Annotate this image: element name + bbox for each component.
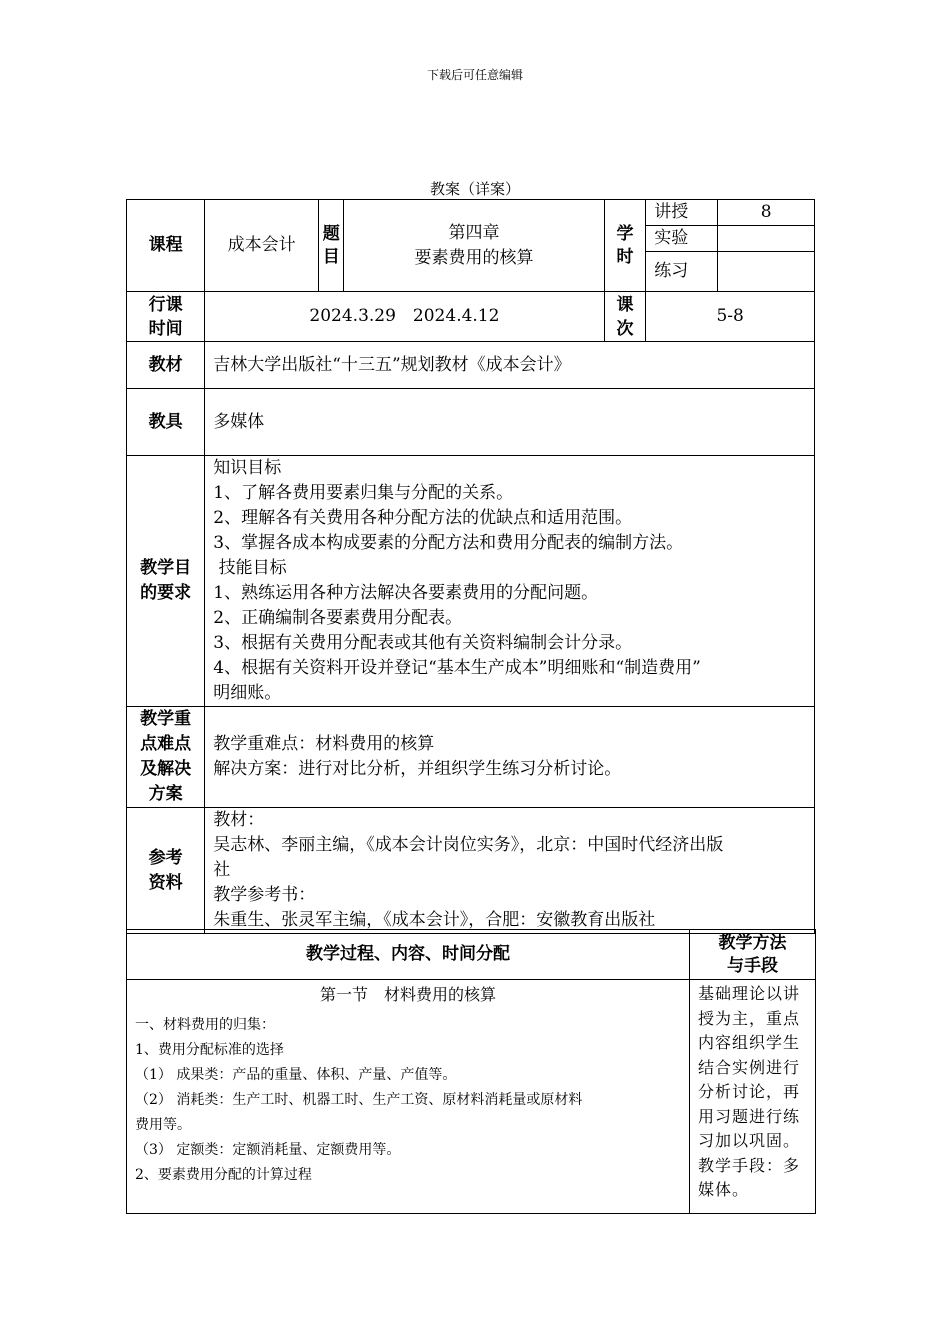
lecture-label: 讲授 bbox=[646, 200, 718, 226]
content-line: 1、费用分配标准的选择 bbox=[135, 1042, 284, 1058]
content-line: （3） 定额类：定额消耗量、定额费用等。 bbox=[135, 1142, 401, 1158]
course-label: 课程 bbox=[127, 200, 205, 292]
goal-line: 1、了解各费用要素归集与分配的关系。 bbox=[213, 483, 514, 503]
methods-content bbox=[690, 980, 816, 1214]
references-label: 参考 资料 bbox=[127, 808, 205, 934]
method-line: 分析讨论，再 bbox=[698, 1082, 801, 1101]
keypoints-content bbox=[205, 707, 815, 808]
keypoints-label: 教学重 点难点 及解决 方案 bbox=[127, 707, 205, 808]
goal-line: 3、掌握各成本构成要素的分配方法和费用分配表的编制方法。 bbox=[213, 533, 684, 553]
content-line: 费用等。 bbox=[135, 1117, 191, 1133]
method-line: 授为主，重点 bbox=[698, 1008, 801, 1028]
lesson-plan-table bbox=[126, 199, 815, 934]
keypoint-line: 教学重难点：材料费用的核算 bbox=[213, 734, 435, 754]
textbook-value: 吉林大学出版社“十三五”规划教材《成本会计》 bbox=[205, 342, 815, 389]
reference-line: 朱重生、张灵军主编，《成本会计》，合肥：安徽教育出版社 bbox=[213, 910, 656, 930]
goal-line: 3、根据有关费用分配表或其他有关资料编制会计分录。 bbox=[213, 633, 633, 653]
method-line: 习加以巩固。 bbox=[698, 1131, 801, 1150]
topic-label: 题 目 bbox=[319, 200, 344, 292]
process-table bbox=[126, 929, 816, 1214]
content-line: 一、材料费用的归集： bbox=[135, 1017, 275, 1033]
topic-line-1: 第四章 bbox=[448, 222, 500, 243]
header-note: 下载后可任意编辑 bbox=[426, 68, 523, 82]
method-line: 媒体。 bbox=[698, 1180, 750, 1199]
tools-label: 教具 bbox=[127, 389, 205, 456]
content-line: （1） 成果类：产品的重量、体积、产量、产值等。 bbox=[135, 1067, 457, 1083]
session-numbers: 5-8 bbox=[646, 292, 815, 342]
references-content bbox=[205, 808, 815, 934]
practice-hours bbox=[718, 252, 815, 292]
practice-label: 练习 bbox=[646, 252, 718, 292]
method-line: 教学手段：多 bbox=[698, 1155, 801, 1175]
keypoint-line: 解决方案：进行对比分析，并组织学生练习分析讨论。 bbox=[213, 759, 622, 779]
goal-line: 知识目标 bbox=[213, 458, 282, 478]
sessions-label: 课 次 bbox=[604, 292, 646, 342]
goals-content bbox=[205, 456, 815, 707]
goal-line: 1、熟练运用各种方法解决各要素费用的分配问题。 bbox=[213, 583, 599, 603]
reference-line: 教材： bbox=[213, 810, 265, 830]
experiment-label: 实验 bbox=[646, 226, 718, 252]
goal-line: 2、正确编制各要素费用分配表。 bbox=[213, 608, 463, 628]
content-line: （2） 消耗类：生产工时、机器工时、生产工资、原材料消耗量或原材料 bbox=[135, 1092, 583, 1108]
goal-line: 4、根据有关资料开设并登记“基本生产成本”明细账和“制造费用” bbox=[213, 658, 701, 678]
section-title: 第一节 材料费用的核算 bbox=[319, 985, 496, 1004]
experiment-hours bbox=[718, 226, 815, 252]
method-line: 内容组织学生 bbox=[698, 1033, 801, 1052]
goal-line: 明细账。 bbox=[213, 683, 282, 703]
process-content bbox=[127, 980, 690, 1214]
method-line: 结合实例进行 bbox=[698, 1057, 801, 1077]
goal-line: 2、理解各有关费用各种分配方法的优缺点和适用范围。 bbox=[213, 508, 633, 528]
content-line: 2、要素费用分配的计算过程 bbox=[135, 1167, 312, 1183]
lecture-hours: 8 bbox=[718, 200, 815, 226]
topic-line-2: 要素费用的核算 bbox=[414, 247, 534, 268]
class-time-label: 行课 时间 bbox=[127, 292, 205, 342]
process-header: 教学过程、内容、时间分配 bbox=[127, 930, 690, 980]
reference-line: 吴志林、李丽主编，《成本会计岗位实务》，北京：中国时代经济出版 bbox=[213, 835, 724, 855]
method-line: 基础理论以讲 bbox=[698, 984, 801, 1003]
goals-label: 教学目 的要求 bbox=[127, 456, 205, 707]
topic-cell bbox=[344, 200, 604, 292]
goal-line: 技能目标 bbox=[213, 558, 287, 578]
tools-value: 多媒体 bbox=[205, 389, 815, 456]
textbook-label: 教材 bbox=[127, 342, 205, 389]
reference-line: 社 bbox=[213, 860, 231, 880]
document-title: 教案（详案） bbox=[429, 180, 520, 198]
course-name: 成本会计 bbox=[205, 200, 319, 292]
class-dates: 2024.3.29 2024.4.12 bbox=[205, 292, 604, 342]
methods-header: 教学方法 与手段 bbox=[690, 930, 816, 980]
hours-label: 学 时 bbox=[604, 200, 646, 292]
method-line: 用习题进行练 bbox=[698, 1106, 801, 1126]
reference-line: 教学参考书： bbox=[213, 885, 316, 905]
